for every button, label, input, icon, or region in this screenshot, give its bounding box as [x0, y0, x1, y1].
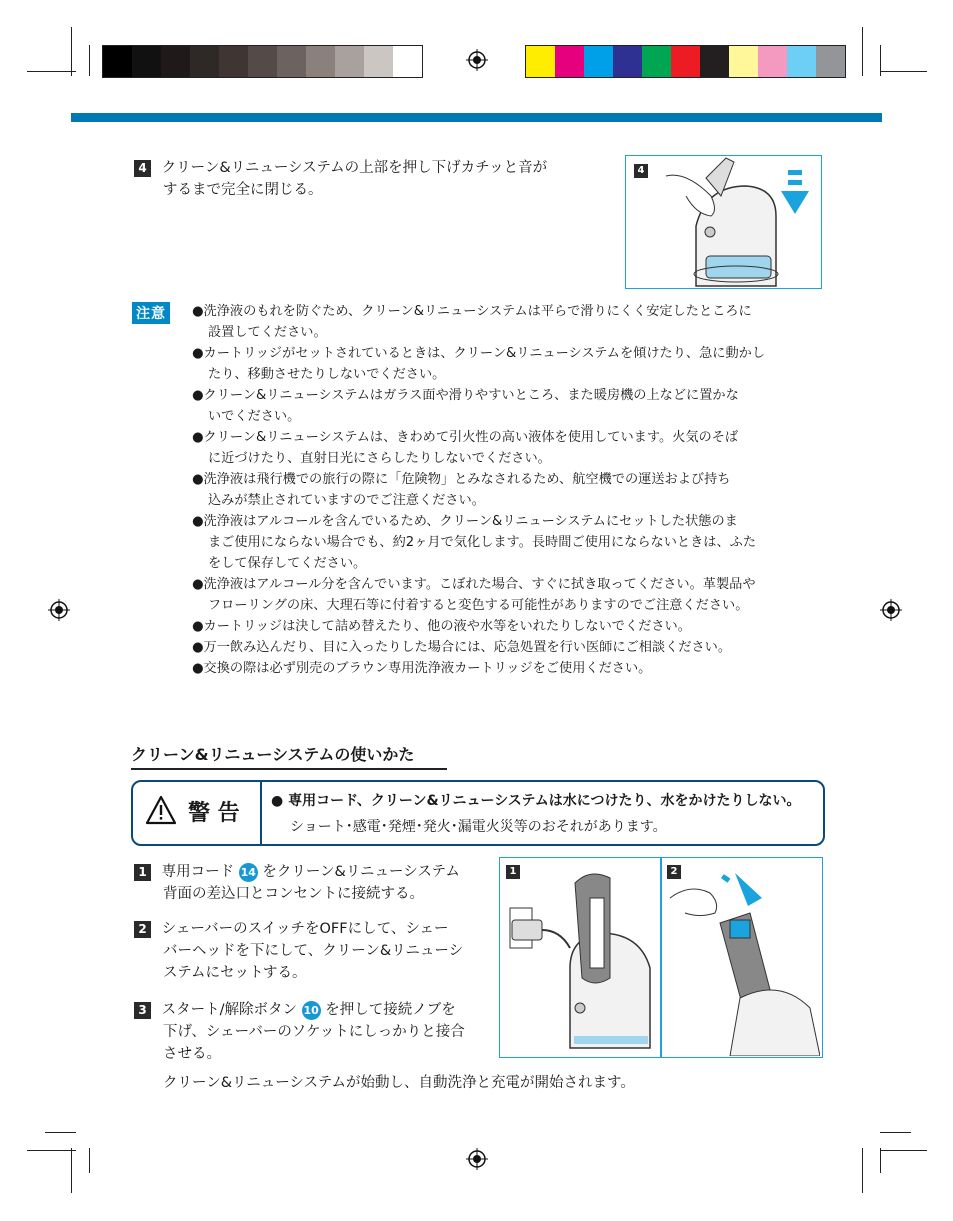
registration-mark-icon: [48, 599, 70, 621]
gray-swatch: [103, 46, 132, 77]
caution-item: ●クリーン&リニューシステムはガラス面や滑りやすいところ、また暖房機の上などに置かな: [192, 388, 739, 403]
registration-mark-icon: [466, 1148, 488, 1170]
figure-steps-1-2: [499, 857, 823, 1058]
gray-swatch: [335, 46, 364, 77]
step-text: クリーン&リニューシステムの上部を押し下げカチッと音が: [161, 160, 548, 176]
caution-list: [192, 301, 832, 679]
warning-box: [131, 780, 825, 846]
caution-item: ●カートリッジがセットされているときは、クリーン&リニューシステムを傾けたり、急に動かし: [192, 346, 766, 361]
color-swatch: [526, 46, 555, 77]
gray-swatch: [277, 46, 306, 77]
shaver-in-station-illustration: [500, 858, 820, 1056]
gray-swatch: [306, 46, 335, 77]
figure-label: 1: [506, 865, 520, 879]
gray-swatch: [132, 46, 161, 77]
gray-color-bar: [102, 45, 423, 78]
section-heading: クリーン&リニューシステムの使いかた: [131, 742, 447, 770]
step-number: 1: [134, 864, 151, 881]
caution-item-continued: フローリングの床、大理石等に付着すると変色する可能性がありますのでご注意ください。: [208, 598, 749, 613]
step-number: 2: [134, 921, 151, 938]
color-swatch: [642, 46, 671, 77]
caution-item-continued: に近づけたり、直射日光にさらしたりしないでください。: [208, 451, 551, 466]
warning-main-text: ● 専用コード、クリーン&リニューシステムは水につけたり、水をかけたりしない。: [271, 793, 801, 809]
gray-swatch: [219, 46, 248, 77]
step-4: [134, 157, 604, 201]
color-swatch: [613, 46, 642, 77]
caution-item: ●交換の際は必ず別売のブラウン専用洗浄液カートリッジをご使用ください。: [192, 661, 652, 676]
figure-step-4: [625, 155, 822, 289]
caution-item-continued: 設置してください。: [208, 325, 327, 340]
gray-swatch: [248, 46, 277, 77]
color-swatch: [671, 46, 700, 77]
process-color-bar: [525, 45, 846, 78]
registration-mark-icon: [880, 599, 902, 621]
gray-swatch: [190, 46, 219, 77]
caution-item: ●洗浄液はアルコール分を含んでいます。こぼれた場合、すぐに拭き取ってください。革製品や: [192, 577, 756, 592]
step-2: 2 シェーバーのスイッチをOFFにして、シェー バーヘッドを下にして、クリーン&リニューシ ステムにセットする。: [134, 918, 494, 984]
caution-item: ●洗浄液は飛行機での旅行の際に「危険物」とみなされるため、航空機での運送および持ち: [192, 472, 731, 487]
gray-swatch: [364, 46, 393, 77]
part-number-badge: 14: [239, 863, 258, 882]
figure-label: 2: [667, 865, 681, 879]
color-swatch: [816, 46, 845, 77]
caution-item-continued: 込みが禁止されていますのでご注意ください。: [208, 493, 485, 508]
step-number: 4: [134, 160, 151, 177]
caution-item-continued: をして保存してください。: [208, 556, 367, 571]
cleaning-station-illustration: [626, 156, 821, 288]
figure-label: 4: [634, 164, 648, 178]
part-number-badge: 10: [302, 1001, 321, 1020]
final-note: クリーン&リニューシステムが始動し、自動洗浄と充電が開始されます。: [163, 1075, 635, 1091]
step-number: 3: [134, 1002, 151, 1019]
caution-item-continued: たり、移動させたりしないでください。: [208, 367, 446, 382]
caution-item: ●洗浄液のもれを防ぐため、クリーン&リニューシステムは平らで滑りにくく安定したところに: [192, 304, 752, 319]
color-swatch: [729, 46, 758, 77]
caution-item: ●万一飲み込んだり、目に入ったりした場合には、応急処置を行い医師にご相談ください。: [192, 640, 732, 655]
color-swatch: [555, 46, 584, 77]
warning-triangle-icon: [145, 795, 177, 825]
color-swatch: [584, 46, 613, 77]
header-band: [71, 113, 882, 122]
caution-item: ●洗浄液はアルコールを含んでいるため、クリーン&リニューシステムにセットした状態のま: [192, 514, 738, 529]
color-swatch: [700, 46, 729, 77]
step-1: 1 専用コード 14 をクリーン&リニューシステム 背面の差込口とコンセントに接続する。: [134, 861, 494, 905]
color-swatch: [787, 46, 816, 77]
caution-item: ●クリーン&リニューシステムは、きわめて引火性の高い液体を使用しています。火気のそば: [192, 430, 739, 445]
caution-item-continued: いでください。: [208, 409, 301, 424]
caution-badge: 注意: [132, 302, 170, 324]
step-text: するまで完全に閉じる。: [163, 182, 323, 198]
caution-item: ●カートリッジは決して詰め替えたり、他の液や水等をいれたりしないでください。: [192, 619, 691, 634]
step-3: 3 スタート/解除ボタン 10 を押して接続ノブを 下げ、シェーバーのソケットにしっかりと接合 させる。: [134, 999, 494, 1065]
warning-title: 警 告: [188, 801, 240, 826]
warning-sub-text: ショート･感電･発煙･発火･漏電火災等のおそれがあります。: [290, 819, 667, 835]
registration-mark-icon: [466, 49, 488, 71]
gray-swatch: [161, 46, 190, 77]
caution-item-continued: まご使用にならない場合でも、約2ヶ月で気化します。長時間ご使用にならないときは、ふた: [208, 535, 757, 550]
gray-swatch: [393, 46, 422, 77]
color-swatch: [758, 46, 787, 77]
